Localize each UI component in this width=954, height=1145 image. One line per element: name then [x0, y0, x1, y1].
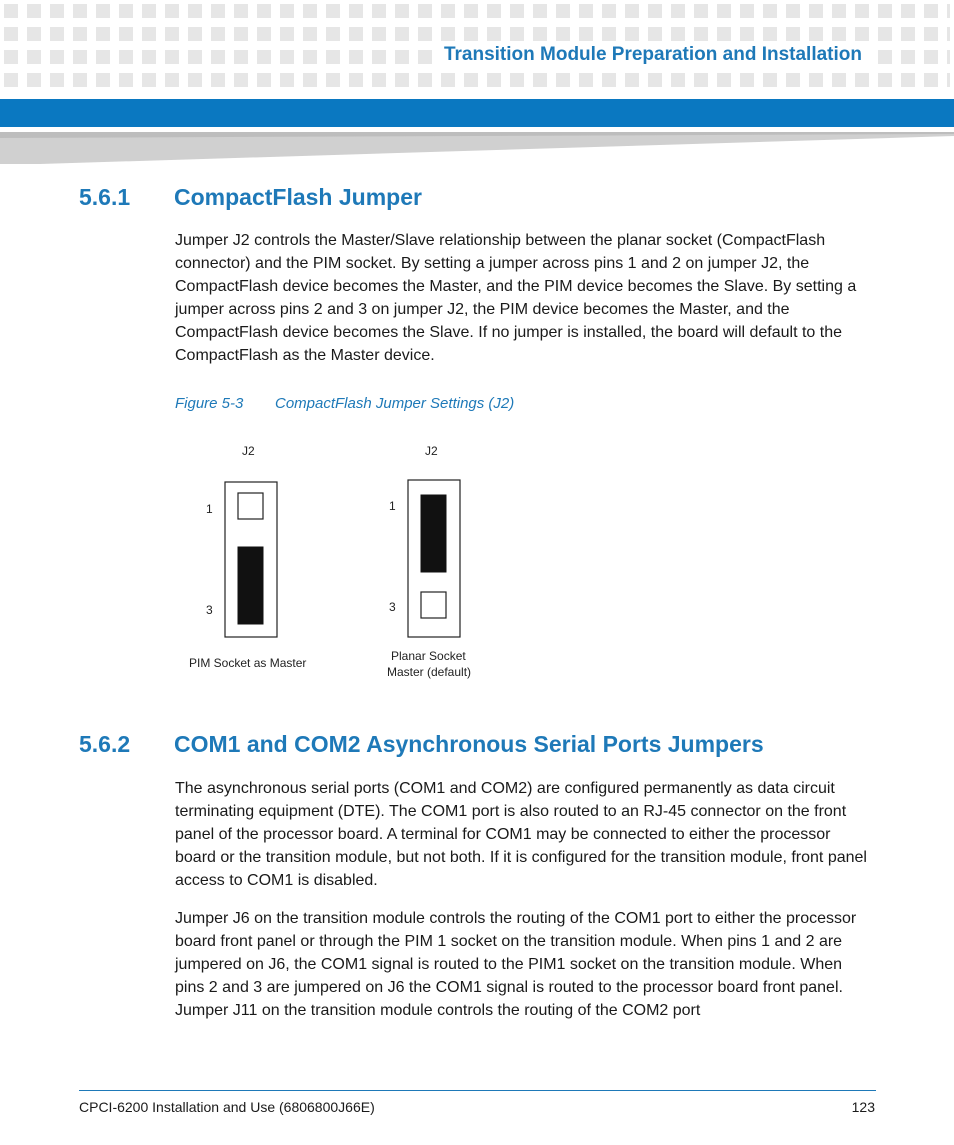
header-wedge: [0, 128, 954, 164]
figure-caption: [175, 395, 514, 412]
section-number: 5.6.2: [79, 731, 131, 757]
right-jumper-pin-3: [421, 592, 446, 618]
figure-number: Figure 5-3: [175, 395, 244, 412]
left-jumper-shunt: [238, 547, 263, 624]
section-title: CompactFlash Jumper: [174, 184, 422, 210]
right-pin-1-label: 1: [389, 499, 396, 513]
left-pin-3-label: 3: [206, 603, 213, 617]
running-header: Transition Module Preparation and Installation: [434, 42, 872, 68]
jumper-figure: [180, 440, 500, 690]
left-jumper-label: J2: [242, 444, 255, 458]
right-caption-line-2: Master (default): [387, 665, 472, 679]
right-jumper-label: J2: [425, 444, 438, 458]
footer-rule: [79, 1090, 876, 1091]
left-jumper-pin-1: [238, 493, 263, 519]
right-caption-line-1: Planar Socket: [391, 649, 466, 663]
section-heading-5-6-1: [79, 184, 422, 211]
section-heading-5-6-2: [79, 731, 764, 758]
header-bar: [0, 99, 954, 127]
section-paragraph-2: Jumper J6 on the transition module controls the routing of the COM1 port to either the processor board front panel or through the PIM 1 socket on the transition module. When pins 1 and 2 are jumpered on J6, the COM1 signal is routed to the PIM1 socket on the transition module. When pins 2 and 3 are jumpered on J6 the COM1 signal is routed to the processor board front panel. Jumper J11 on the transition module controls the routing of the COM2 port: [175, 910, 857, 1019]
right-pin-3-label: 3: [389, 600, 396, 614]
left-pin-1-label: 1: [206, 502, 213, 516]
section-title: COM1 and COM2 Asynchronous Serial Ports Jumpers: [174, 731, 764, 757]
section-number: 5.6.1: [79, 184, 131, 210]
section-paragraph-1: The asynchronous serial ports (COM1 and COM2) are configured permanently as data circuit terminating equipment (DTE). The COM1 port is also routed to an RJ-45 connector on the front panel of the processor board. A terminal for COM1 may be connected to either the processor board or the transition module, but not both. If it is configured for the transition module, front panel access to COM1 is disabled.: [175, 780, 867, 889]
page-number: 123: [851, 1099, 875, 1115]
left-caption: PIM Socket as Master: [189, 656, 307, 670]
right-jumper-shunt: [421, 495, 446, 572]
figure-title: CompactFlash Jumper Settings (J2): [275, 395, 515, 412]
footer-document-title: CPCI-6200 Installation and Use (6806800J66E): [79, 1099, 375, 1115]
section-paragraph: Jumper J2 controls the Master/Slave relationship between the planar socket (CompactFlash connector) and the PIM socket. By setting a jumper across pins 1 and 2 on jumper J2, the CompactFlash device becomes the Master, and the PIM device becomes the Slave. By setting a jumper across pins 2 and 3 on jumper J2, the PIM device becomes the Master, and the CompactFlash device becomes the Slave. If no jumper is installed, the board will default to the CompactFlash as the Master device.: [175, 232, 857, 364]
